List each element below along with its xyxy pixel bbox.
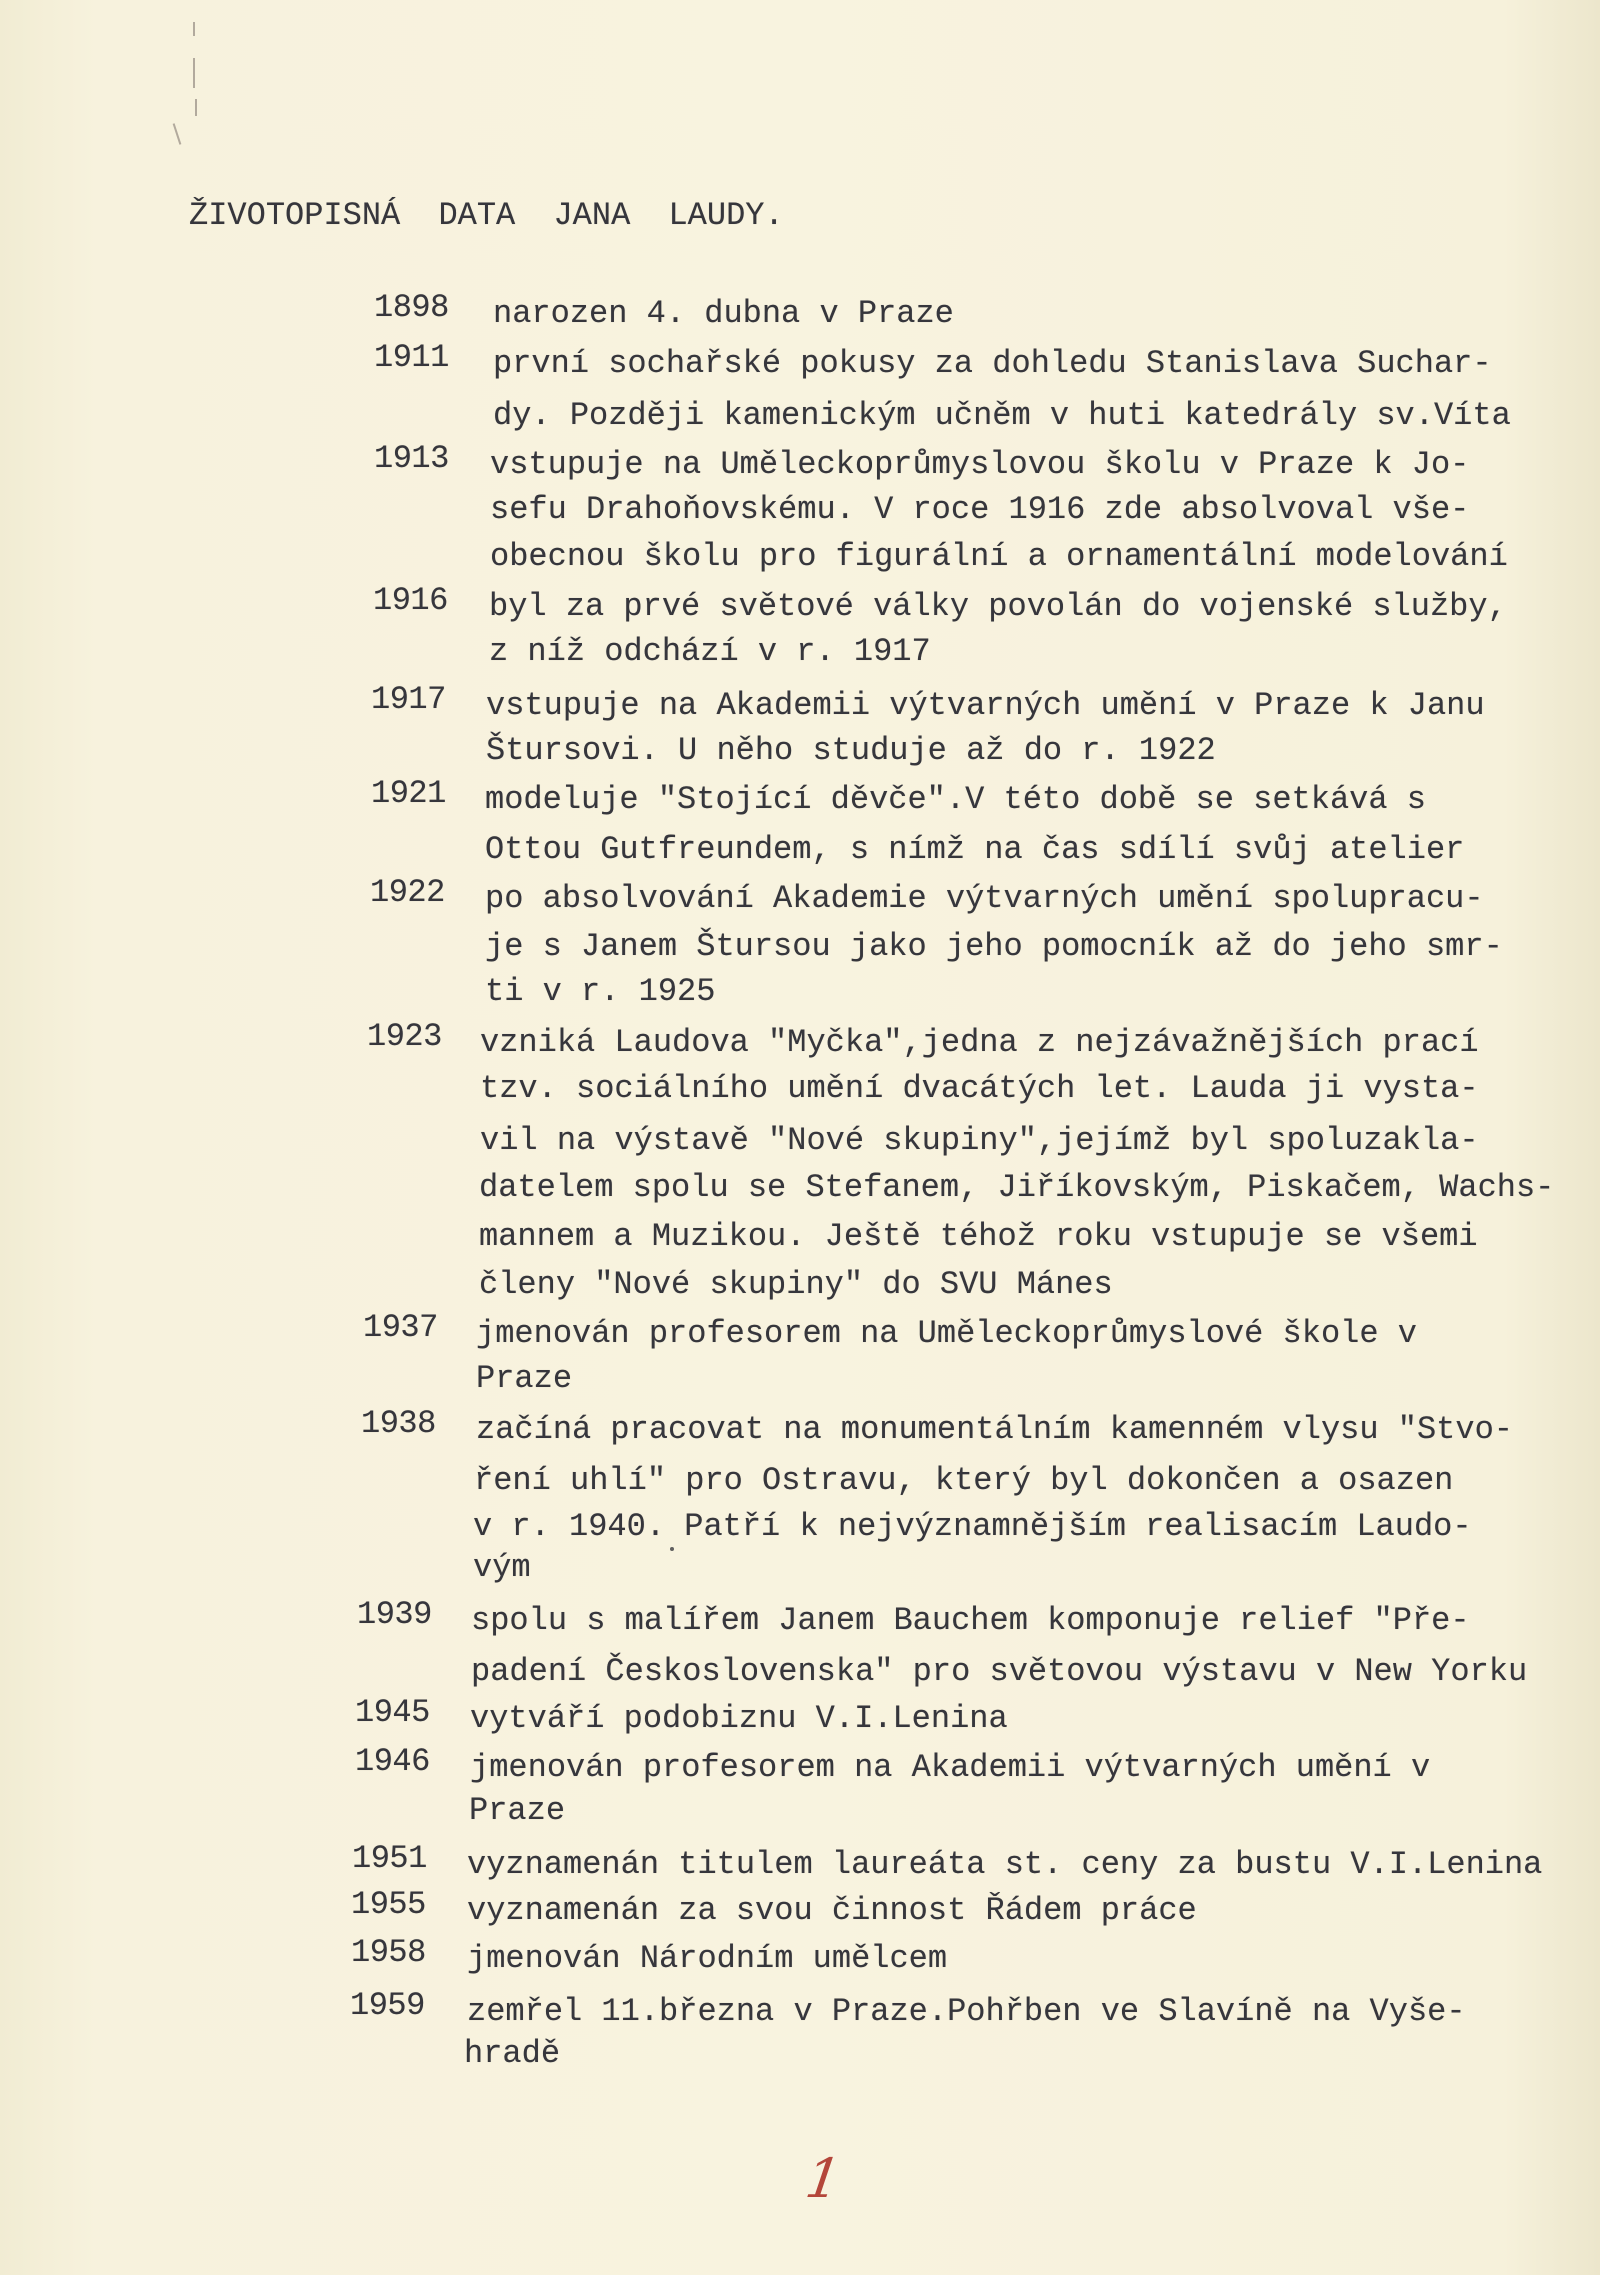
entry-year: 1923 <box>367 1018 442 1055</box>
entry-year: 1911 <box>374 339 449 376</box>
entry-text-line: vstupuje na Uměleckoprůmyslovou školu v Praze k Jo- <box>490 446 1470 483</box>
pencil-mark <box>195 99 197 116</box>
entry-text-line: jmenován Národním umělcem <box>467 1940 948 1977</box>
entry-year: 1945 <box>355 1694 430 1731</box>
entry-text-line: mannem a Muzikou. Ještě téhož roku vstupuje se všemi <box>479 1218 1478 1255</box>
entry-year: 1939 <box>357 1596 432 1633</box>
entry-text-line: jmenován profesorem na Uměleckoprůmyslové škole v <box>476 1315 1417 1352</box>
entry-text-line: vyznamenán titulem laureáta st. ceny za bustu V.I.Lenina <box>467 1846 1543 1883</box>
entry-text-line: dy. Později kamenickým učněm v huti katedrály sv.Víta <box>493 397 1511 434</box>
entry-text-line: po absolvování Akademie výtvarných umění spolupracu- <box>485 880 1484 917</box>
entry-text-line: Štursovi. U něho studuje až do r. 1922 <box>486 732 1216 769</box>
entry-text-line: byl za prvé světové války povolán do vojenské služby, <box>489 588 1507 625</box>
entry-text-line: z níž odchází v r. 1917 <box>489 633 931 670</box>
entry-text-line: v r. 1940. Patří k nejvýznamnějším realisacím Laudo- <box>473 1508 1472 1545</box>
entry-text-line: zemřel 11.března v Praze.Pohřben ve Slavíně na Vyše- <box>467 1993 1466 2030</box>
entry-text-line: vým <box>473 1549 531 1586</box>
entry-text-line: ti v r. 1925 <box>485 973 716 1010</box>
entry-text-line: vyznamenán za svou činnost Řádem práce <box>467 1892 1197 1929</box>
pencil-mark <box>193 58 195 88</box>
entry-text-line: první sochařské pokusy za dohledu Stanislava Suchar- <box>493 345 1492 382</box>
entry-text-line: členy "Nové skupiny" do SVU Mánes <box>479 1266 1113 1303</box>
entry-year: 1917 <box>371 681 446 718</box>
page-number: 1 <box>801 2147 845 2210</box>
entry-text-line: Praze <box>469 1792 566 1829</box>
entry-year: 1938 <box>361 1405 436 1442</box>
entry-text-line: Praze <box>476 1360 573 1397</box>
entry-text-line: hradě <box>464 2035 561 2072</box>
entry-year: 1921 <box>371 775 446 812</box>
entry-text-line: vytváří podobiznu V.I.Lenina <box>470 1700 1008 1737</box>
entry-year: 1922 <box>370 874 445 911</box>
ink-dot <box>670 1547 674 1551</box>
entry-year: 1955 <box>351 1886 426 1923</box>
entry-year: 1959 <box>350 1987 425 2024</box>
document-title: ŽIVOTOPISNÁ DATA JANA LAUDY. <box>189 197 784 234</box>
entry-text-line: Ottou Gutfreundem, s nímž na čas sdílí svůj atelier <box>485 831 1465 868</box>
entry-year: 1951 <box>352 1840 427 1877</box>
entry-text-line: datelem spolu se Stefanem, Jiříkovským, Piskačem, Wachs- <box>479 1169 1555 1206</box>
entry-text-line: sefu Drahoňovskému. V roce 1916 zde absolvoval vše- <box>490 491 1470 528</box>
entry-text-line: jmenován profesorem na Akademii výtvarných umění v <box>470 1749 1431 1786</box>
entry-year: 1937 <box>363 1309 438 1346</box>
entry-text-line: vstupuje na Akademii výtvarných umění v Praze k Janu <box>486 687 1485 724</box>
entry-year: 1916 <box>373 582 448 619</box>
entry-text-line: ření uhlí" pro Ostravu, který byl dokončen a osazen <box>474 1462 1454 1499</box>
pencil-mark <box>173 123 182 145</box>
entry-year: 1913 <box>374 440 449 477</box>
entry-year: 1958 <box>351 1934 426 1971</box>
entry-text-line: padení Československa" pro světovou výstavu v New Yorku <box>471 1653 1528 1690</box>
entry-text-line: je s Janem Štursou jako jeho pomocník až do jeho smr- <box>485 928 1503 965</box>
entry-text-line: spolu s malířem Janem Bauchem komponuje relief "Pře- <box>471 1602 1470 1639</box>
entry-text-line: vil na výstavě "Nové skupiny",jejímž byl spoluzakla- <box>480 1122 1479 1159</box>
entry-year: 1946 <box>355 1743 430 1780</box>
entry-text-line: začíná pracovat na monumentálním kamenném vlysu "Stvo- <box>476 1411 1513 1448</box>
entry-text-line: vzniká Laudova "Myčka",jedna z nejzávažnějších prací <box>480 1024 1479 1061</box>
pencil-mark <box>193 22 195 36</box>
entry-year: 1898 <box>374 289 449 326</box>
entry-text-line: tzv. sociálního umění dvacátých let. Lauda ji vysta- <box>480 1070 1479 1107</box>
entry-text-line: narozen 4. dubna v Praze <box>493 295 954 332</box>
entry-text-line: obecnou školu pro figurální a ornamentální modelování <box>490 538 1508 575</box>
entry-text-line: modeluje "Stojící děvče".V této době se setkává s <box>485 781 1426 818</box>
